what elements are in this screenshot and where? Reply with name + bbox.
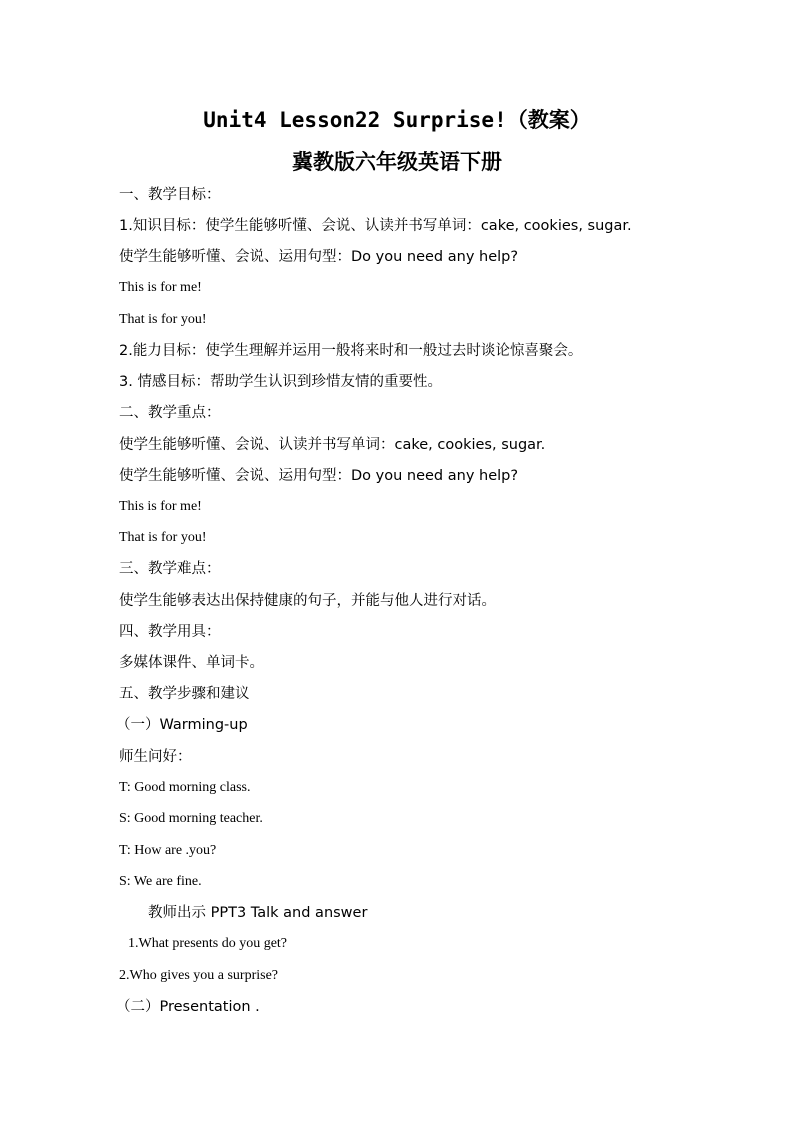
example-sentence: That is for you! bbox=[119, 530, 207, 545]
step-warming-up: （一）Warming-up bbox=[116, 717, 248, 733]
key-point-sentences: 使学生能够听懂、会说、运用句型：Do you need any help? bbox=[119, 468, 519, 484]
example-sentence: That is for you! bbox=[119, 312, 207, 327]
example-sentence: This is for me! bbox=[119, 280, 202, 295]
dialogue-line: T: How are .you? bbox=[119, 843, 217, 858]
tools-text: 多媒体课件、单词卡。 bbox=[119, 655, 264, 671]
document-subtitle: 冀教版六年级英语下册 bbox=[292, 150, 502, 174]
ppt-instruction: 教师出示 PPT3 Talk and answer bbox=[148, 905, 368, 921]
knowledge-objective: 1.知识目标：使学生能够听懂、会说、认读并书写单词：cake, cookies, sugar. bbox=[119, 218, 632, 234]
sentence-objective: 使学生能够听懂、会说、运用句型：Do you need any help? bbox=[119, 249, 519, 265]
ability-objective: 2.能力目标：使学生理解并运用一般将来时和一般过去时谈论惊喜聚会。 bbox=[119, 343, 583, 359]
section-heading-objectives: 一、教学目标： bbox=[119, 187, 221, 203]
section-heading-tools: 四、教学用具： bbox=[119, 624, 221, 640]
document-title: Unit4 Lesson22 Surprise!（教案） bbox=[203, 108, 591, 132]
emotion-objective: 3. 情感目标：帮助学生认识到珍惜友情的重要性。 bbox=[119, 374, 442, 390]
section-heading-difficulties: 三、教学难点： bbox=[119, 561, 221, 577]
example-sentence: This is for me! bbox=[119, 499, 202, 514]
dialogue-line: S: Good morning teacher. bbox=[119, 811, 263, 826]
question-item: 1.What presents do you get? bbox=[128, 936, 288, 951]
question-item: 2.Who gives you a surprise? bbox=[119, 968, 279, 983]
greeting-label: 师生问好： bbox=[119, 749, 192, 765]
step-presentation: （二）Presentation . bbox=[116, 999, 260, 1015]
dialogue-line: S: We are fine. bbox=[119, 874, 202, 889]
dialogue-line: T: Good morning class. bbox=[119, 780, 251, 795]
section-heading-key-points: 二、教学重点： bbox=[119, 405, 221, 421]
key-point-words: 使学生能够听懂、会说、认读并书写单词：cake, cookies, sugar. bbox=[119, 437, 546, 453]
section-heading-steps: 五、教学步骤和建议 bbox=[119, 686, 250, 702]
difficulty-text: 使学生能够表达出保持健康的句子，并能与他人进行对话。 bbox=[119, 593, 496, 609]
